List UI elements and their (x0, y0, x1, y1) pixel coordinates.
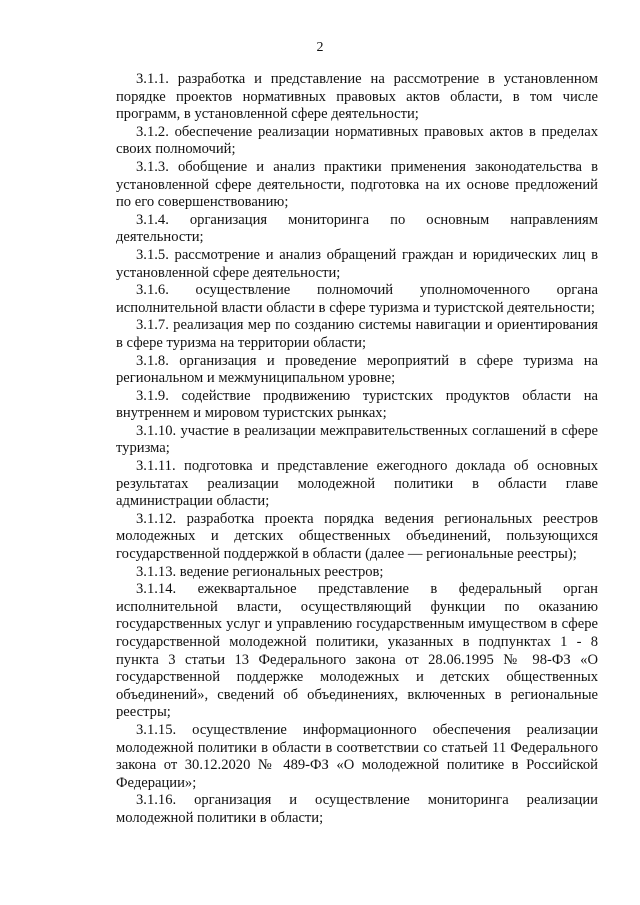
paragraph-3-1-11: 3.1.11. подготовка и представление ежегодного доклада об основных результатах реализации молодежной политики в области главе администрации области; (116, 458, 598, 510)
paragraph-3-1-8: 3.1.8. организация и проведение мероприятий в сфере туризма на региональном и межмуниципальном уровне; (116, 352, 598, 387)
paragraph-3-1-14: 3.1.14. ежеквартальное представление в федеральный орган исполнительной власти, осуществляющий функции по оказанию государственных услуг и управлению государственным имуществом в сфере государственной молодежной политики, указанных в подпунктах 1 - 8 пункта 3 статьи 13 Федерального закона от 28.06.1995 № 98-ФЗ «О государственной поддержке молодежных и детских общественных объединений», сведений об объединениях, включенных в региональные реестры; (116, 581, 598, 721)
paragraph-3-1-10: 3.1.10. участие в реализации межправительственных соглашений в сфере туризма; (116, 422, 598, 457)
paragraph-3-1-1: 3.1.1. разработка и представление на рассмотрение в установленном порядке проектов нормативных правовых актов области, в том числе программ, в установленной сфере деятельности; (116, 71, 598, 123)
paragraph-3-1-6: 3.1.6. осуществление полномочий уполномоченного органа исполнительной власти области в сфере туризма и туристской деятельности; (116, 282, 598, 316)
page-number: 2 (316, 40, 324, 55)
paragraph-3-1-3: 3.1.3. обобщение и анализ практики применения законодательства в установленной сфере деятельности, подготовка на их основе предложений по его совершенствованию; (116, 158, 598, 211)
document-body (116, 71, 598, 828)
paragraph-3-1-5: 3.1.5. рассмотрение и анализ обращений граждан и юридических лиц в установленной сфере деятельности; (116, 246, 598, 281)
paragraph-3-1-2: 3.1.2. обеспечение реализации нормативных правовых актов в пределах своих полномочий; (116, 123, 598, 158)
paragraph-3-1-13: 3.1.13. ведение региональных реестров; (136, 563, 384, 580)
paragraph-3-1-4: 3.1.4. организация мониторинга по основным направлениям деятельности; (116, 211, 598, 246)
paragraph-3-1-16: 3.1.16. организация и осуществление мониторинга реализации молодежной политики в области; (116, 792, 598, 826)
paragraph-3-1-7: 3.1.7. реализация мер по созданию системы навигации и ориентирования в сфере туризма на территории области; (116, 317, 598, 351)
paragraph-3-1-15: 3.1.15. осуществление информационного обеспечения реализации молодежной политики в области в соответствии со статьей 11 Федерального закона от 30.12.2020 № 489-ФЗ «О молодежной политике в Российской Федерации»; (116, 721, 598, 791)
paragraph-3-1-9: 3.1.9. содействие продвижению туристских продуктов области на внутреннем и мировом туристских рынках; (116, 387, 598, 422)
paragraph-3-1-12: 3.1.12. разработка проекта порядка ведения региональных реестров молодежных и детских общественных объединений, пользующихся государственной поддержкой в области (далее — региональные реестры); (116, 510, 598, 563)
